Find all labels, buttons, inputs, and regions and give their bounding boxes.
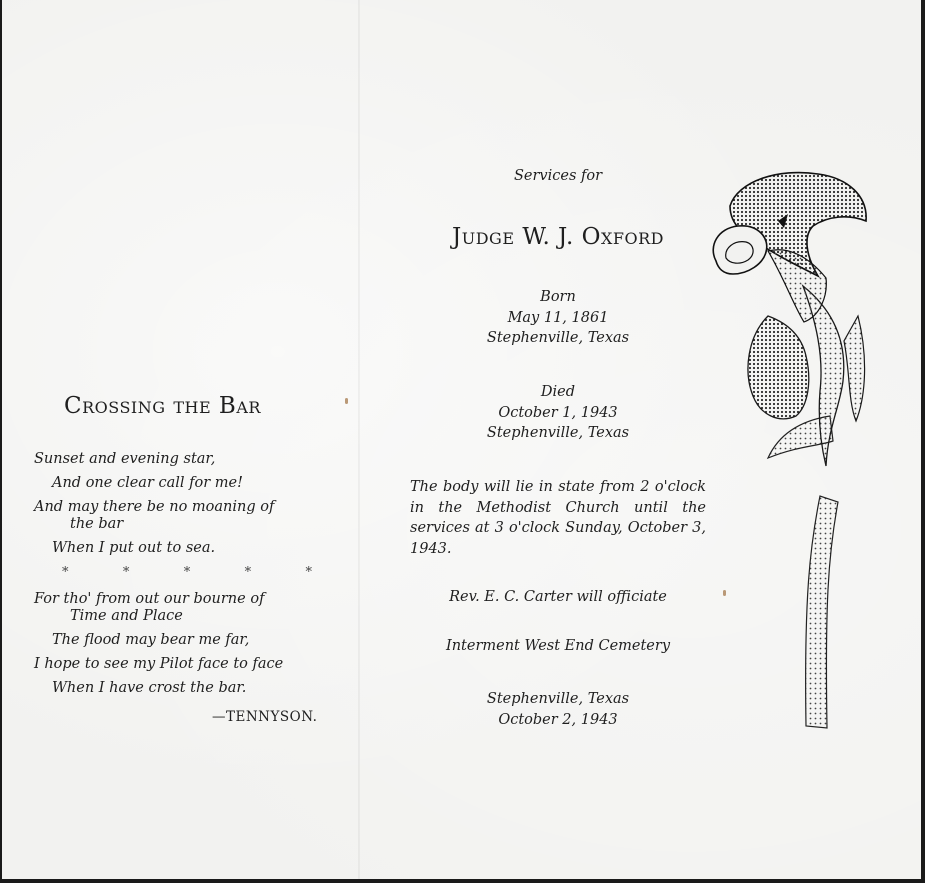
poem-line: And one clear call for me!	[52, 475, 243, 491]
poem-stanza-2	[34, 591, 334, 697]
stanza-separator	[34, 564, 312, 581]
separator-star: *	[305, 565, 312, 580]
poem-line: When I have crost the bar.	[52, 680, 247, 696]
poem-title: Crossing the Bar	[64, 393, 261, 419]
poem-line: When I put out to sea.	[52, 540, 216, 556]
poem-author: —TENNYSON.	[212, 709, 318, 725]
poem-line: Sunset and evening star,	[34, 451, 216, 467]
poem-line: For tho' from out our bourne of	[34, 591, 265, 607]
center-fold	[358, 0, 360, 879]
lie-in-state-notice: The body will lie in state from 2 o'clock in the Methodist Church until the services at 3 o'clock Sunday, October 3, 1943.	[410, 479, 706, 557]
born-section	[398, 287, 718, 349]
separator-star: *	[122, 565, 130, 580]
deceased-name: Judge W. J. Oxford	[452, 224, 664, 250]
program-card	[2, 0, 921, 879]
poem-line: the bar	[70, 516, 124, 532]
calla-lily-icon	[708, 166, 878, 731]
separator-star: *	[244, 565, 252, 580]
died-section	[398, 382, 718, 444]
poem-line: I hope to see my Pilot face to face	[34, 656, 284, 672]
interment-notice: Interment West End Cemetery	[445, 638, 671, 654]
dateline-date: October 2, 1943	[498, 711, 618, 728]
poem-line: And may there be no moaning of	[34, 499, 275, 515]
died-date: October 1, 1943	[498, 404, 618, 421]
poem	[34, 451, 334, 704]
died-label: Died	[540, 384, 576, 400]
separator-star: *	[62, 565, 69, 580]
dateline-place: Stephenville, Texas	[486, 691, 630, 707]
died-place: Stephenville, Texas	[486, 425, 630, 441]
officiant-notice: Rev. E. C. Carter will officiate	[449, 589, 667, 605]
born-place: Stephenville, Texas	[486, 330, 630, 346]
paper-stain	[345, 398, 348, 404]
poem-line: Time and Place	[70, 608, 183, 624]
poem-stanza-1	[34, 451, 334, 557]
born-label: Born	[540, 289, 576, 305]
poem-line: The flood may bear me far,	[52, 632, 250, 648]
separator-star: *	[183, 565, 191, 580]
paper-stain	[723, 590, 726, 596]
services-for-label: Services for	[513, 168, 603, 184]
born-date: May 11, 1861	[507, 309, 609, 326]
dateline	[398, 689, 718, 730]
